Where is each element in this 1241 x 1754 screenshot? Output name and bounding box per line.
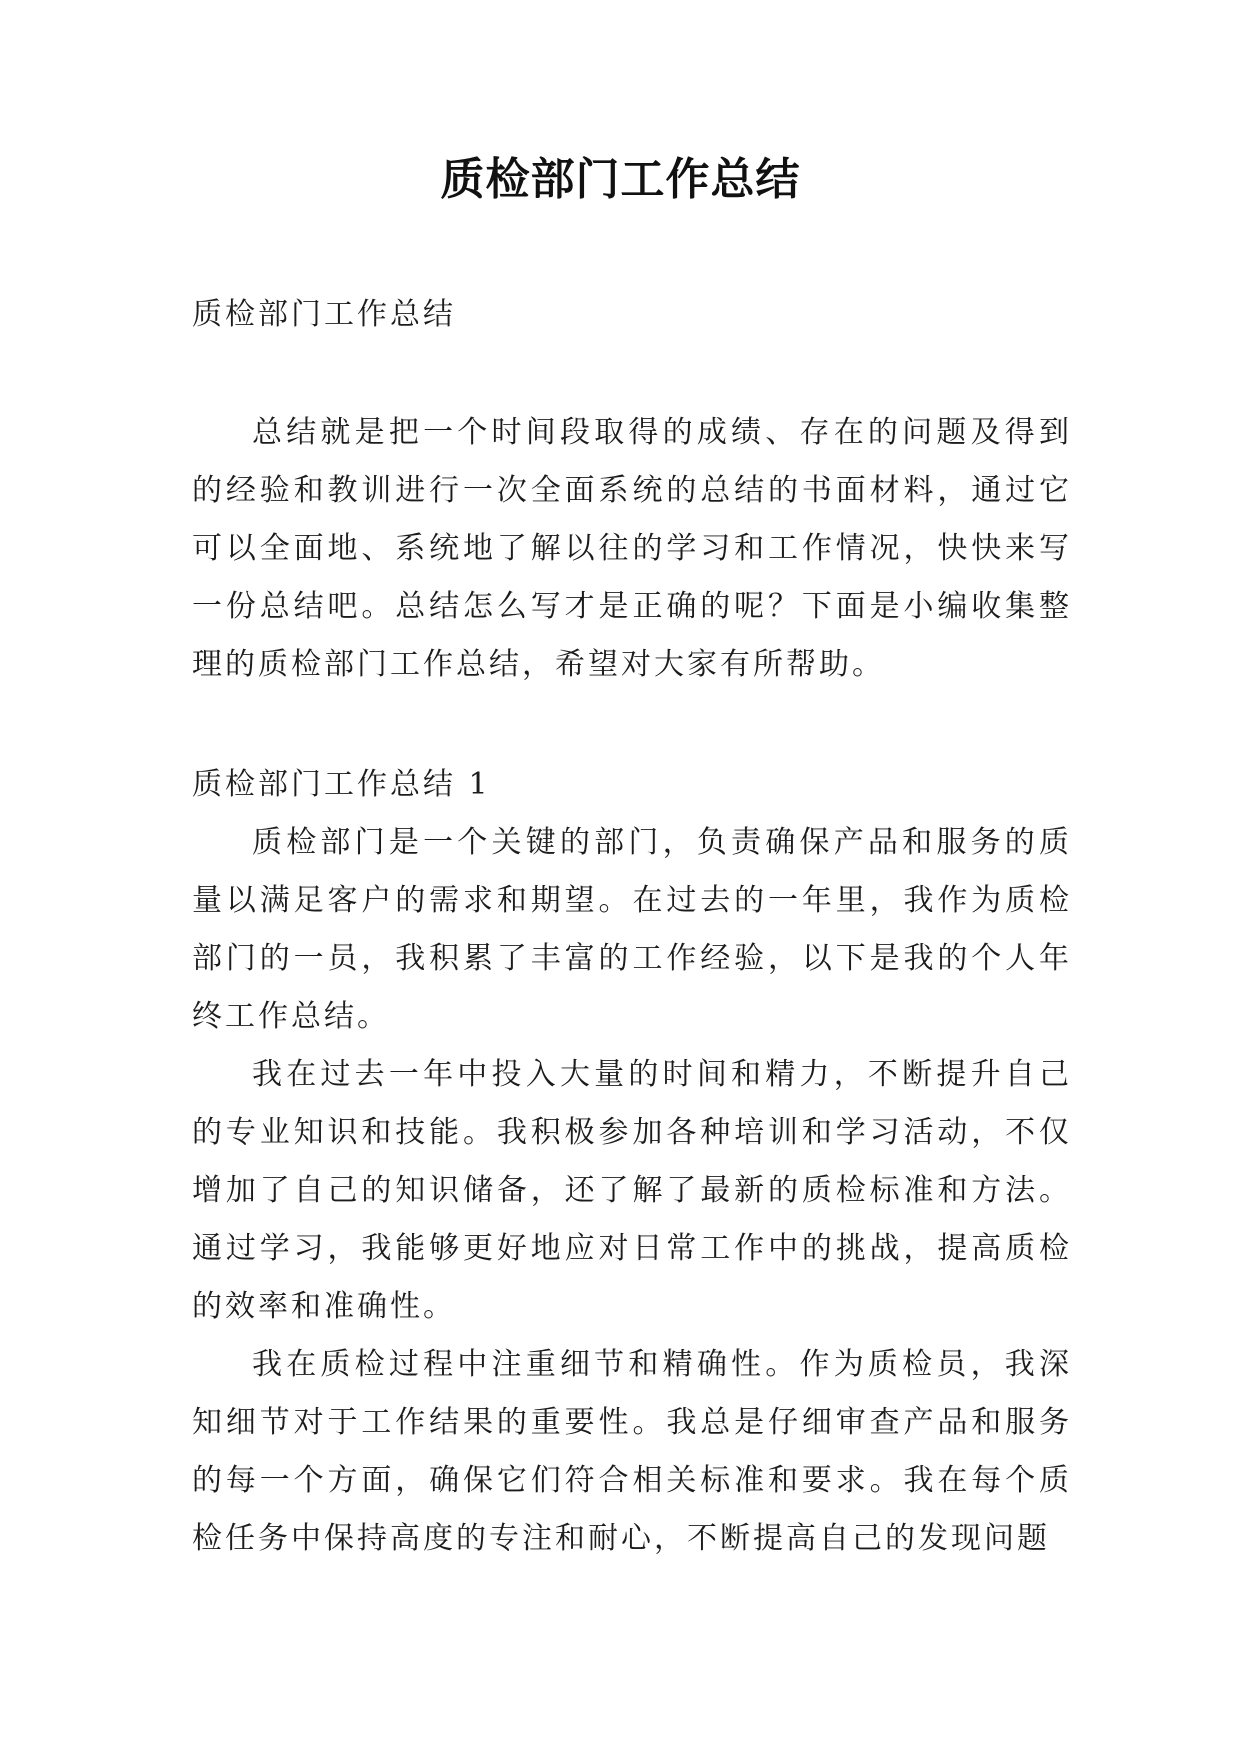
document-subtitle: 质检部门工作总结 xyxy=(192,297,456,332)
body-paragraph-2: 我在过去一年中投入大量的时间和精力，不断提升自己的专业知识和技能。我积极参加各种培训和学习活动，不仅增加了自己的知识储备，还了解了最新的质检标准和方法。通过学习，我能够更好地应对日常工作中的挑战，提高质检的效率和准确性。 xyxy=(192,1057,1072,1324)
document-body xyxy=(192,286,1072,1568)
body-paragraph-1: 质检部门是一个关键的部门，负责确保产品和服务的质量以满足客户的需求和期望。在过去的一年里，我作为质检部门的一员，我积累了丰富的工作经验，以下是我的个人年终工作总结。 xyxy=(192,825,1072,1034)
spacer xyxy=(192,694,1072,756)
body-paragraph-3: 我在质检过程中注重细节和精确性。作为质检员，我深知细节对于工作结果的重要性。我总是仔细审查产品和服务的每一个方面，确保它们符合相关标准和要求。我在每个质检任务中保持高度的专注和耐心，不断提高自己的发现问题 xyxy=(192,1347,1072,1556)
document-title: 质检部门工作总结 xyxy=(440,154,801,205)
section-heading: 质检部门工作总结 1 xyxy=(192,767,491,802)
spacer xyxy=(192,344,1072,404)
intro-paragraph: 总结就是把一个时间段取得的成绩、存在的问题及得到的经验和教训进行一次全面系统的总结的书面材料，通过它可以全面地、系统地了解以往的学习和工作情况，快快来写一份总结吧。总结怎么写才是正确的呢？下面是小编收集整理的质检部门工作总结，希望对大家有所帮助。 xyxy=(192,415,1072,682)
